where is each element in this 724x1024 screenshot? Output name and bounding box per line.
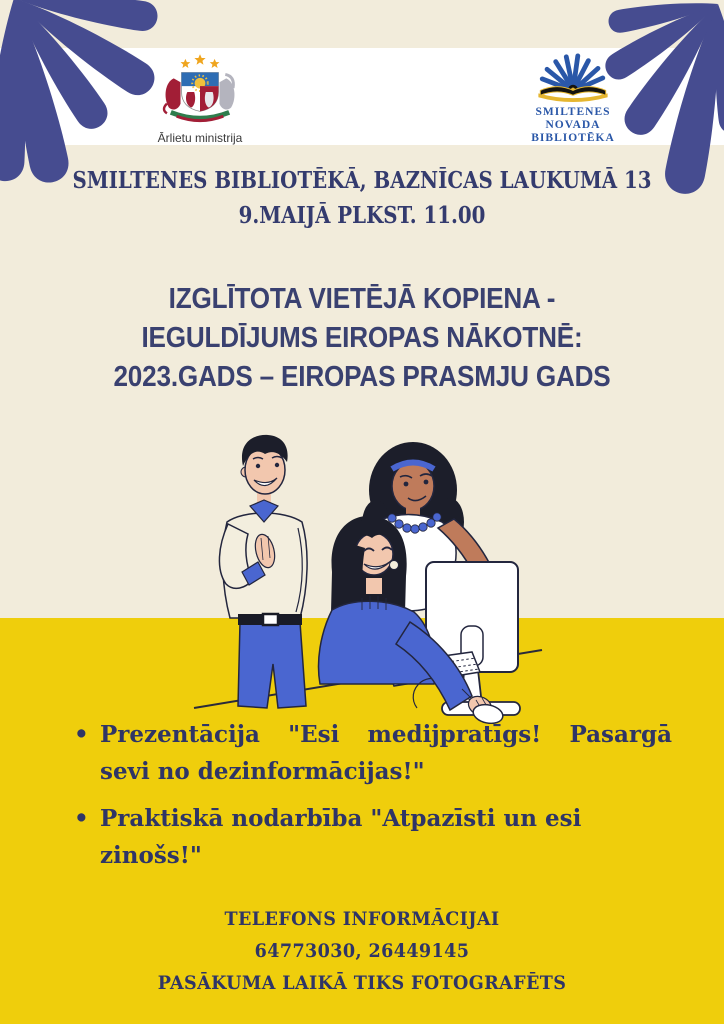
bullet-icon: •: [74, 721, 89, 748]
agenda-item1-line1: Prezentācija "Esi medijpratīgs! Pasargā: [100, 721, 672, 748]
list-item: [74, 800, 672, 874]
ministry-logo-caption: Ārlietu ministrija: [157, 131, 243, 145]
event-location-line: SMILTENES BIBLIOTĒKĀ, BAZNĪCAS LAUKUMĀ 13: [72, 167, 652, 194]
event-datetime-line: 9.MAIJĀ PLKST. 11.00: [238, 202, 486, 229]
event-title-line3: 2023.GADS – EIROPAS PRASMJU GADS: [113, 361, 611, 393]
list-item: [74, 716, 672, 790]
footer-phone-label: TELEFONS INFORMĀCIJAI: [224, 909, 500, 930]
library-logo-line2: NOVADA: [545, 119, 601, 131]
event-title-block: [0, 280, 724, 397]
agenda-item1-line2: sevi no dezinformācijas!": [100, 758, 425, 785]
footer-phone-numbers: 64773030, 26449145: [254, 941, 470, 962]
library-logo: [508, 52, 638, 145]
event-location-block: [0, 163, 724, 233]
man-figure: [219, 435, 307, 708]
footer-contact-block: [0, 904, 724, 1000]
library-logo-line3: BIBLIOTĒKA: [531, 132, 615, 144]
event-title-line2: IEGULDĪJUMS EIROPAS NĀKOTNĒ:: [141, 322, 583, 354]
people-at-computer-illustration: [180, 412, 548, 724]
agenda-item2-line1: Praktiskā nodarbība "Atpazīsti un esi zinošs!": [100, 805, 582, 869]
library-logo-line1: SMILTENES: [535, 106, 611, 118]
agenda-list: [74, 716, 672, 884]
latvia-coat-of-arms-icon: [152, 54, 248, 126]
bullet-icon: •: [74, 805, 89, 832]
footer-photo-notice: PASĀKUMA LAIKĀ TIKS FOTOGRAFĒTS: [157, 973, 567, 994]
event-title-line1: IZGLĪTOTA VIETĒJĀ KOPIENA -: [168, 283, 556, 315]
ministry-logo: [142, 54, 258, 145]
library-book-fan-icon: [518, 52, 628, 102]
